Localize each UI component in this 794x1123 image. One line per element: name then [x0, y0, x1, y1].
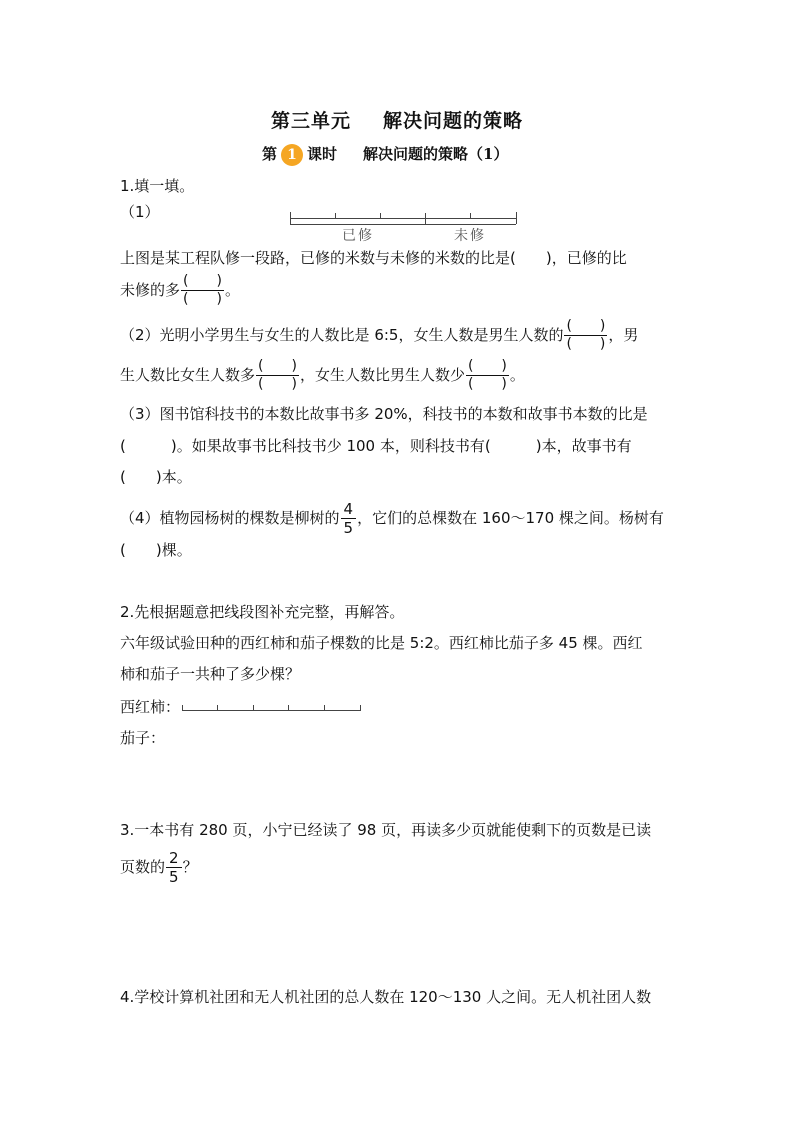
text: （2）光明小学男生与女生的人数比是 6:5，女生人数是男生人数的 — [120, 326, 564, 344]
fraction-blank[interactable] — [181, 273, 224, 308]
label-done: 已修 — [342, 228, 374, 244]
denominator: 5 — [343, 519, 354, 537]
numerator-blank[interactable]: ( ) — [183, 273, 222, 289]
text: ？ — [182, 858, 198, 876]
fraction-blank[interactable] — [564, 318, 607, 353]
q1-part1-label: （1） — [120, 203, 160, 221]
q3-line1: 3.一本书有 280 页，小宁已经读了 98 页，再读多少页就能使剩下的页数是已读 — [120, 821, 652, 839]
segment-tick — [380, 213, 381, 219]
unit-title: 解决问题的策略 — [383, 110, 524, 132]
q4-line1: 4.学校计算机社团和无人机社团的总人数在 120～130 人之间。无人机社团人数 — [120, 988, 652, 1006]
denominator: 5 — [169, 868, 179, 886]
text: 生人数比女生人数多 — [120, 366, 256, 384]
lesson-heading — [262, 143, 508, 166]
q2-tomato-row — [120, 697, 180, 717]
q2-heading: 2.先根据题意把线段图补充完整，再解答。 — [120, 603, 405, 621]
numerator-blank[interactable]: ( ) — [258, 358, 297, 374]
text: 页数的 — [120, 858, 166, 876]
label-todo: 未修 — [454, 228, 486, 244]
lesson-number-badge: 1 — [281, 144, 303, 166]
segment-tick — [182, 705, 183, 711]
text: ，男 — [608, 326, 639, 344]
text: 未修的多 — [120, 281, 181, 299]
segment-tick — [217, 705, 218, 711]
denominator-blank[interactable]: ( ) — [183, 291, 222, 307]
denominator-blank[interactable]: ( ) — [258, 376, 297, 392]
q1-part3-line3: ( )本。 — [120, 468, 192, 486]
segment-tick — [470, 213, 471, 219]
eggplant-label: 茄子： — [120, 729, 166, 747]
q1-part3-line1: （3）图书馆科技书的本数比故事书多 20%，科技书的本数和故事书本数的比是 — [120, 405, 648, 423]
q2-line2: 六年级试验田种的西红柿和茄子棵数的比是 5:2。西红柿比茄子多 45 棵。西红 — [120, 634, 643, 652]
lesson-prefix: 第 — [262, 145, 278, 163]
page-title — [0, 106, 794, 133]
segment-tick — [290, 212, 291, 224]
q1-part2-line2 — [120, 358, 525, 393]
segment-tick — [360, 705, 361, 711]
text: 。 — [509, 366, 525, 384]
text: ，它们的总棵数在 160～170 棵之间。杨树有 — [357, 509, 664, 527]
segment-tick — [324, 705, 325, 711]
segment-line — [290, 218, 516, 219]
q1-part3-line2: ( )。如果故事书比科技书少 100 本，则科技书有( )本，故事书有 — [120, 437, 632, 455]
numerator-blank[interactable]: ( ) — [467, 358, 507, 374]
segment-tick — [335, 213, 336, 219]
q2-eggplant-row — [120, 728, 165, 748]
text: 。 — [224, 281, 240, 299]
q3-line2 — [120, 849, 198, 886]
lesson-title: 解决问题的策略（1） — [363, 145, 509, 163]
lesson-suffix: 课时 — [307, 145, 338, 163]
fraction-blank[interactable] — [466, 358, 509, 393]
numerator-blank[interactable]: ( ) — [566, 318, 606, 334]
tomato-segment-diagram — [182, 703, 362, 715]
tomato-label: 西红柿： — [120, 698, 181, 716]
road-segment-diagram — [290, 210, 518, 244]
segment-tick — [288, 705, 289, 711]
q1-part4-line1 — [120, 500, 664, 537]
fraction-two-fifths — [166, 849, 182, 886]
segment-tick — [516, 212, 517, 224]
q1-part4-line2: ( )棵。 — [120, 541, 192, 559]
q2-line3: 柿和茄子一共种了多少棵？ — [120, 665, 301, 683]
segment-line — [182, 710, 360, 711]
q1-part2-line1 — [120, 318, 638, 353]
q1-heading: 1.填一填。 — [120, 177, 195, 195]
q1-part1-line2 — [120, 273, 240, 308]
q1-part1-line1: 上图是某工程队修一段路，已修的米数与未修的米数的比是( )，已修的比 — [120, 249, 627, 267]
fraction-blank[interactable] — [256, 358, 299, 393]
unit-label: 第三单元 — [270, 110, 351, 132]
segment-tick — [253, 705, 254, 711]
numerator: 2 — [166, 849, 182, 868]
numerator: 4 — [341, 500, 357, 519]
denominator-blank[interactable]: ( ) — [467, 376, 507, 392]
fraction-four-fifths — [341, 500, 357, 537]
text: ，女生人数比男生人数少 — [299, 366, 465, 384]
text: （4）植物园杨树的棵数是柳树的 — [120, 509, 340, 527]
denominator-blank[interactable]: ( ) — [566, 336, 606, 352]
